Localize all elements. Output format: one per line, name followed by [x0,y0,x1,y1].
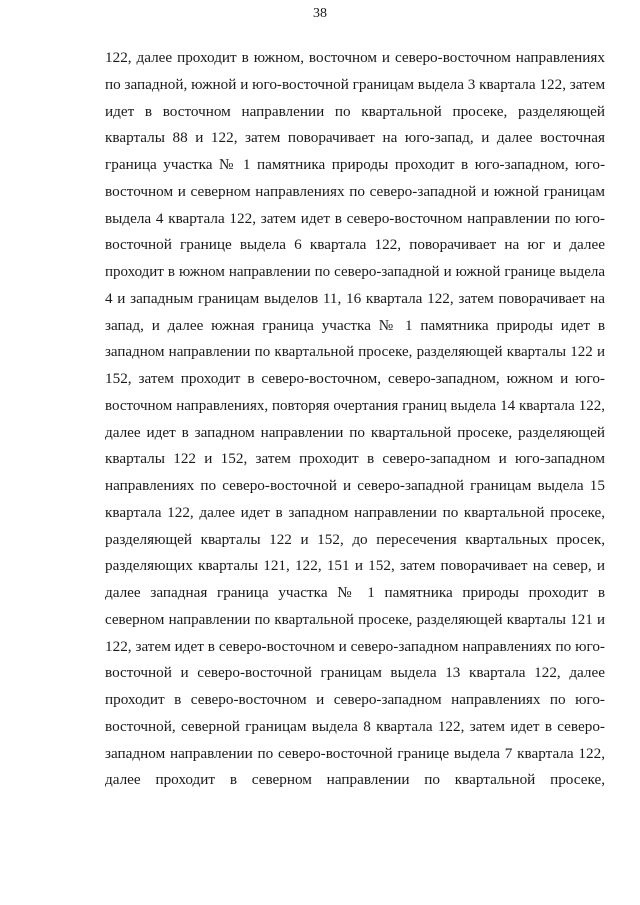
text-line: разделяющих кварталы 121, 122, 151 и 152, затем поворачивает на север, и [105,557,605,575]
text-line: по западной, южной и юго-восточной границам выдела 3 квартала 122, затем [105,75,606,93]
text-line: восточной и северо-восточной границам выдела 13 квартала 122, далее [105,664,605,682]
text-line: 152, затем проходит в северо-восточном, северо-западном, южном и юго- [105,370,605,387]
text-line: восточном и северном направлениях по северо-западной и южной границам [105,182,605,200]
text-line: 122, затем идет в северо-восточном и северо-западном направлениях по юго- [105,637,605,655]
text-line: восточной границе выдела 6 квартала 122, поворачивает на юг и далее [105,236,605,254]
text-line: проходит в северо-восточном и северо-западном направлениях по юго- [105,691,605,708]
text-line: далее западная граница участка № 1 памятника природы проходит в [105,584,605,601]
page-number: 38 [313,6,327,21]
text-line: идет в восточном направлении по квартальной просеке, разделяющей [105,102,605,120]
text-line: разделяющей кварталы 122 и 152, до пересечения квартальных просек, [105,530,605,548]
text-line: северном направлении по квартальной просеке, разделяющей кварталы 121 и [105,611,605,628]
text-line: проходит в южном направлении по северо-западной и южной границе выдела [105,264,605,280]
text-line: кварталы 122 и 152, затем проходит в северо-западном и юго-западном [105,450,605,468]
text-line: 4 и западным границам выделов 11, 16 квартала 122, затем поворачивает на [105,289,605,307]
text-line: западном направлении по северо-восточной границе выдела 7 квартала 122, [105,744,605,762]
text-line: западном направлении по квартальной просеке, разделяющей кварталы 122 и [105,344,605,361]
text-line: далее идет в западном направлении по квартальной просеке, разделяющей [105,423,605,441]
text-line: направлениях по северо-восточной и северо-западной границам выдела 15 [105,477,605,494]
text-line: далее проходит в северном направлении по квартальной просеке, [105,771,605,789]
text-line: выдела 4 квартала 122, затем идет в северо-восточном направлении по юго- [105,209,605,227]
text-line: граница участка № 1 памятника природы проходит в юго-западном, юго- [105,156,605,173]
text-line: восточном направлениях, повторяя очертания границ выдела 14 квартала 122, [105,397,605,414]
text-line: квартала 122, далее идет в западном направлении по квартальной просеке, [105,503,605,521]
text-line: 122, далее проходит в южном, восточном и северо-восточном направлениях [105,49,605,66]
text-line: восточной, северной границам выдела 8 квартала 122, затем идет в северо- [105,717,605,735]
text-line: кварталы 88 и 122, затем поворачивает на юго-запад, и далее восточная [105,129,605,147]
text-line: запад, и далее южная граница участка № 1 памятника природы идет в [105,316,605,334]
body-text [105,45,605,794]
